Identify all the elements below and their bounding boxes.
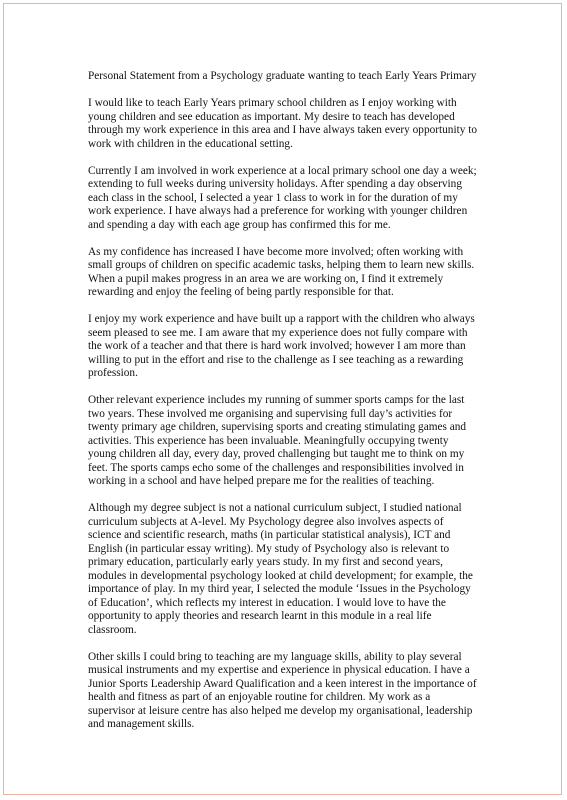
text-line: Other skills I could bring to teaching are my language skills, ability to play several (88, 650, 462, 663)
text-line: young children all day, every day, proved challenging but taught me to think on my (88, 448, 465, 460)
text-line: and management skills. (88, 718, 195, 730)
text-line: When a pupil makes progress in an area we are working on, I find it extremely (88, 272, 444, 285)
text-line: young children and see education as important. My desire to teach has developed (88, 110, 455, 123)
text-line: primary education, particularly early years study. In my first and second years, (88, 556, 443, 568)
text-line: I would like to teach Early Years primary school children as I enjoy working with (88, 97, 457, 109)
text-line: through my work experience in this area and I have always taken every opportunity to (88, 124, 477, 136)
text-line: rewarding and enjoy the feeling of being partly responsible for that. (88, 286, 394, 298)
text-line: each class in the school, I selected a year 1 class to work in for the duration of my (88, 191, 458, 204)
document-title: Personal Statement from a Psychology graduate wanting to teach Early Years Primary (88, 70, 477, 82)
paragraph (88, 165, 513, 233)
text-line: Currently I am involved in work experience at a local primary school one day a week; (88, 164, 477, 177)
text-line: willing to put in the effort and rise to the challenge as I see teaching as a rewarding (88, 353, 464, 366)
text-line: I enjoy my work experience and have built up a rapport with the children who always (88, 313, 475, 325)
document-body (88, 70, 513, 745)
paragraph (88, 394, 513, 489)
text-line: As my confidence has increased I have become more involved; often working with (88, 245, 464, 258)
text-line: science and scientific research, maths (in particular statistical analysis), ICT and (88, 529, 451, 541)
text-line: Other relevant experience includes my running of summer sports camps for the last (88, 394, 465, 406)
text-line: English (in particular essay writing). My study of Psychology also is relevant to (88, 542, 450, 555)
text-line: of Education’, which reflects my interest in education. I would love to have the (88, 596, 446, 609)
text-line: the work of a teacher and that there is hard work involved; however I am more than (88, 340, 466, 352)
text-line: curriculum subjects at A-level. My Psychology degree also involves aspects of (88, 515, 444, 528)
text-line: opportunity to apply theories and research learnt in this module in a real life (88, 610, 432, 622)
paragraph (88, 651, 513, 732)
text-line: work with children in the educational setting. (88, 137, 293, 150)
paragraph (88, 246, 513, 300)
text-line: activities. This experience has been invaluable. Meaningfully occupying twenty (88, 434, 449, 447)
text-line: twenty primary age children, supervising sports and creating stimulating games and (88, 421, 467, 433)
text-line: working in a school and have helped prepare me for the realities of teaching. (88, 475, 435, 487)
text-line: feet. The sports camps echo some of the challenges and responsibilities involved in (88, 461, 464, 474)
text-line: seem pleased to see me. I am aware that my experience does not fully compare with (88, 326, 468, 339)
paragraph (88, 502, 513, 637)
paragraph (88, 313, 513, 381)
text-line: supervisor at leisure centre has also helped me develop my organisational, leadership (88, 704, 473, 717)
text-line: extending to full weeks during university holidays. After spending a day observing (88, 178, 462, 190)
text-line: modules in developmental psychology looked at child development; for example, the (88, 569, 473, 582)
text-line: importance of play. In my third year, I selected the module ‘Issues in the Psychology (88, 583, 471, 595)
text-line: health and fitness as part of an enjoyable routine for children. My work as a (88, 691, 431, 703)
text-line: and spending a day with each age group has confirmed this for me. (88, 218, 391, 231)
text-line: Junior Sports Leadership Award Qualification and a keen interest in the importance of (88, 677, 477, 690)
text-line: classroom. (88, 623, 137, 636)
text-line: work experience. I have always had a preference for working with younger children (88, 205, 468, 217)
text-line: musical instruments and my expertise and experience in physical education. I have a (88, 664, 470, 676)
paragraph (88, 97, 513, 151)
text-line: two years. These involved me organising and supervising full day’s activities for (88, 407, 453, 420)
text-line: profession. (88, 367, 138, 379)
text-line: Although my degree subject is not a national curriculum subject, I studied national (88, 502, 462, 514)
text-line: small groups of children on specific academic tasks, helping them to learn new skills. (88, 259, 475, 271)
